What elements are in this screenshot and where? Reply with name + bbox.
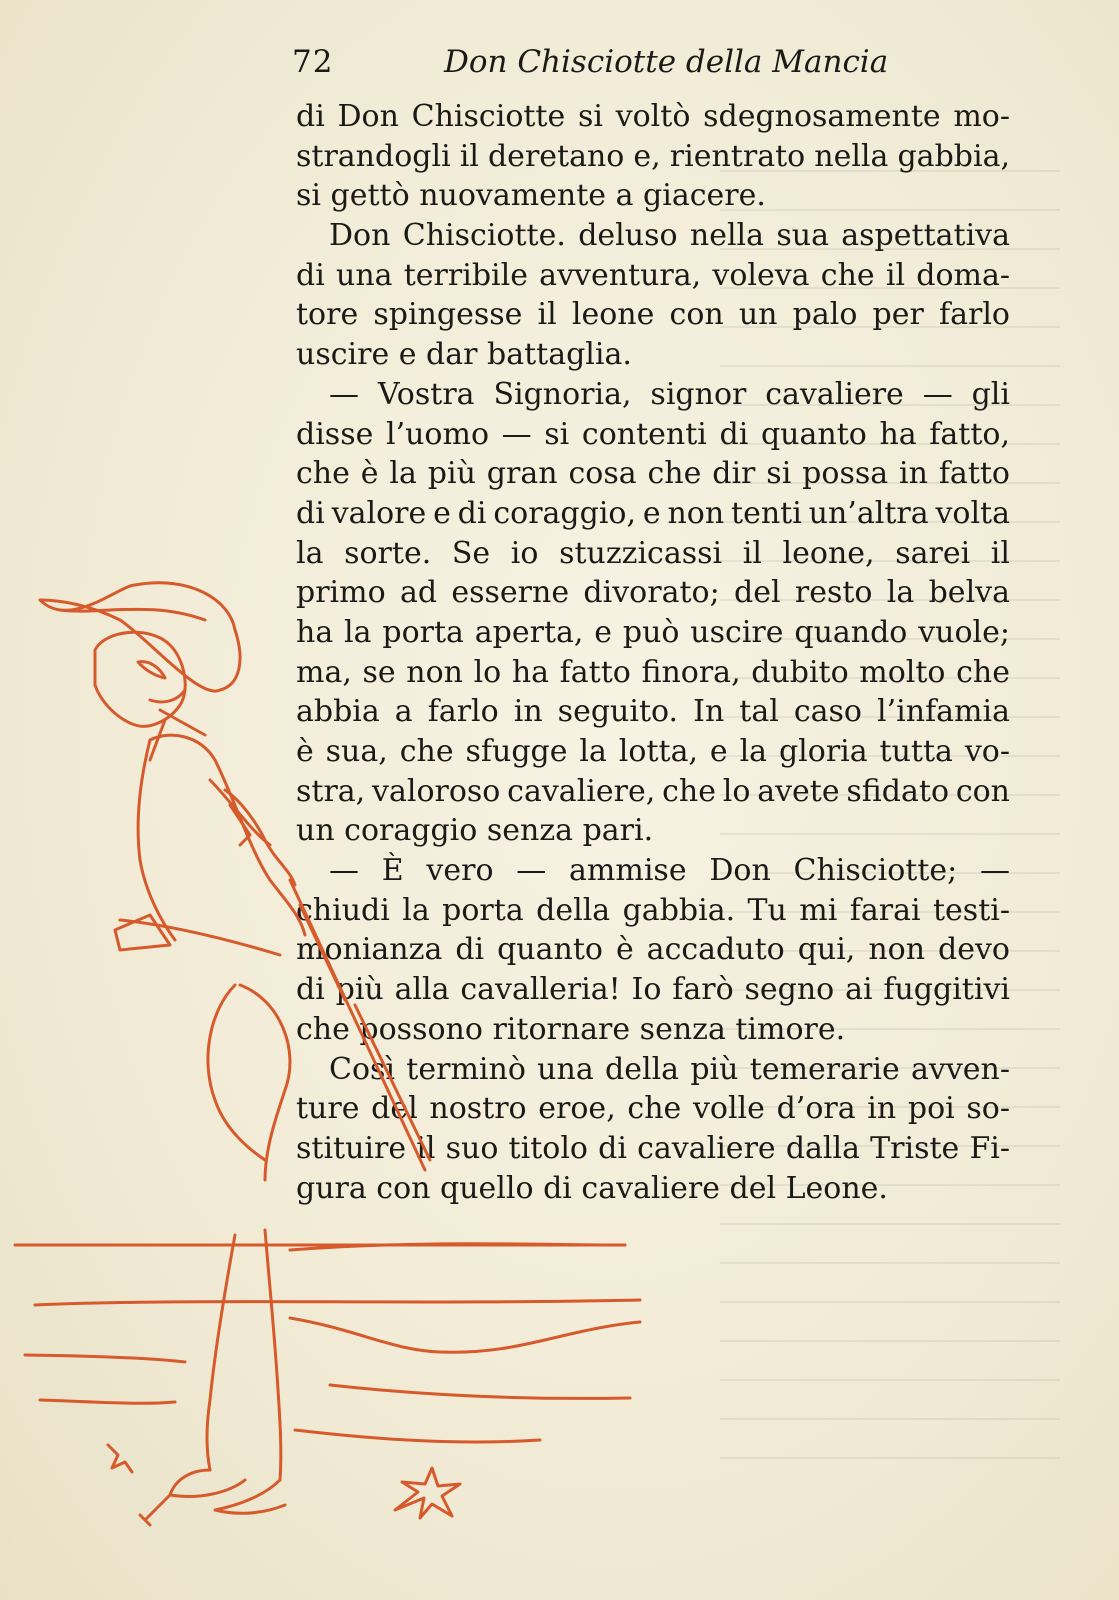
hip-curve [208,985,265,1160]
beard [150,710,205,760]
torso-outline [138,735,305,940]
text-line: un coraggio senza pari. [296,813,654,849]
shoulder-piece [225,790,295,885]
text-line: strandogli il deretano e, rientrato nella gabbia, [296,138,1010,174]
wave-line-1 [35,1300,640,1305]
wave-line-4 [330,1385,630,1398]
running-title: Don Chisciotte della Mancia [444,44,889,80]
text-line: che è la più gran cosa che dir si possa in fatto [296,456,1010,492]
running-header [292,44,1014,84]
text-line: primo ad esserne divorato; del resto la belva [296,575,1010,611]
text-line: è sua, che sfugge la lotta, e la gloria tutta vo- [296,734,1010,769]
text-line: uscire e dar battaglia. [296,337,632,373]
text-line: la sorte. Se io stuzzicassi il leone, sarei il [296,535,1010,571]
wave-line-6 [295,1430,540,1442]
spur [140,1495,170,1525]
text-line: di Don Chisciotte si voltò sdegnosamente mo- [296,99,1010,134]
leg-left [207,1235,235,1470]
arm-line [210,780,270,845]
text-line: Don Chisciotte. deluso nella sua aspettativa [329,218,1010,254]
mustache [150,690,185,702]
text-line: tore spingesse il leone con un palo per farlo [296,297,1010,333]
text-line: monianza di quanto è accaduto qui, non devo [296,932,1010,968]
text-line: stituire il suo titolo di cavaliere dalla Triste Fi- [296,1130,1010,1166]
spur-rowel-left [108,1445,132,1472]
text-line: — Vostra Signoria, signor cavaliere — gli [329,376,1010,412]
hat-brim [40,583,240,691]
text-line: di una terribile avventura, voleva che il doma- [296,257,1010,293]
body-text [296,97,1010,1208]
starfish [395,1468,460,1518]
wave-line-2 [290,1318,640,1352]
head-outline [95,632,185,726]
text-line: di più alla cavalleria! Io farò segno ai fuggitivi [296,972,1010,1008]
belt [120,920,280,955]
page-number: 72 [292,44,334,80]
text-line: ha la porta aperta, e può uscire quando vuole; [296,614,1010,650]
boot-right [215,1480,285,1513]
tabard [240,985,290,1180]
text-line: Così terminò una della più temerarie avven- [329,1051,1010,1087]
wave-line-5 [40,1400,175,1403]
eye-mark [138,662,165,678]
text-line: stra, valoroso cavaliere, che lo avete sfidato con [296,773,1010,809]
text-line: ture del nostro eroe, che volle d’ora in poi so- [296,1091,1010,1127]
text-line: — È vero — ammise Don Chisciotte; — [329,853,1010,889]
wave-line-3 [25,1355,185,1362]
ground-line-2 [290,1244,625,1250]
text-line: di valore e di coraggio, e non tenti un’altra volta [296,495,1010,531]
text-line: si gettò nuovamente a giacere. [296,178,766,214]
leg-right [265,1230,281,1480]
text-line: chiudi la porta della gabbia. Tu mi farai testi- [296,892,1010,928]
hat-feather-line [60,609,205,620]
boot-left [170,1470,245,1497]
text-line: disse l’uomo — si contenti di quanto ha fatto, [296,416,1010,452]
text-line: ma, se non lo ha fatto finora, dubito molto che [296,654,1010,690]
text-line: che possono ritornare senza timore. [296,1011,846,1047]
text-line: abbia a farlo in seguito. In tal caso l’infamia [296,694,1010,730]
belt-tassel [115,915,170,950]
text-line: gura con quello di cavaliere del Leone. [296,1170,888,1206]
